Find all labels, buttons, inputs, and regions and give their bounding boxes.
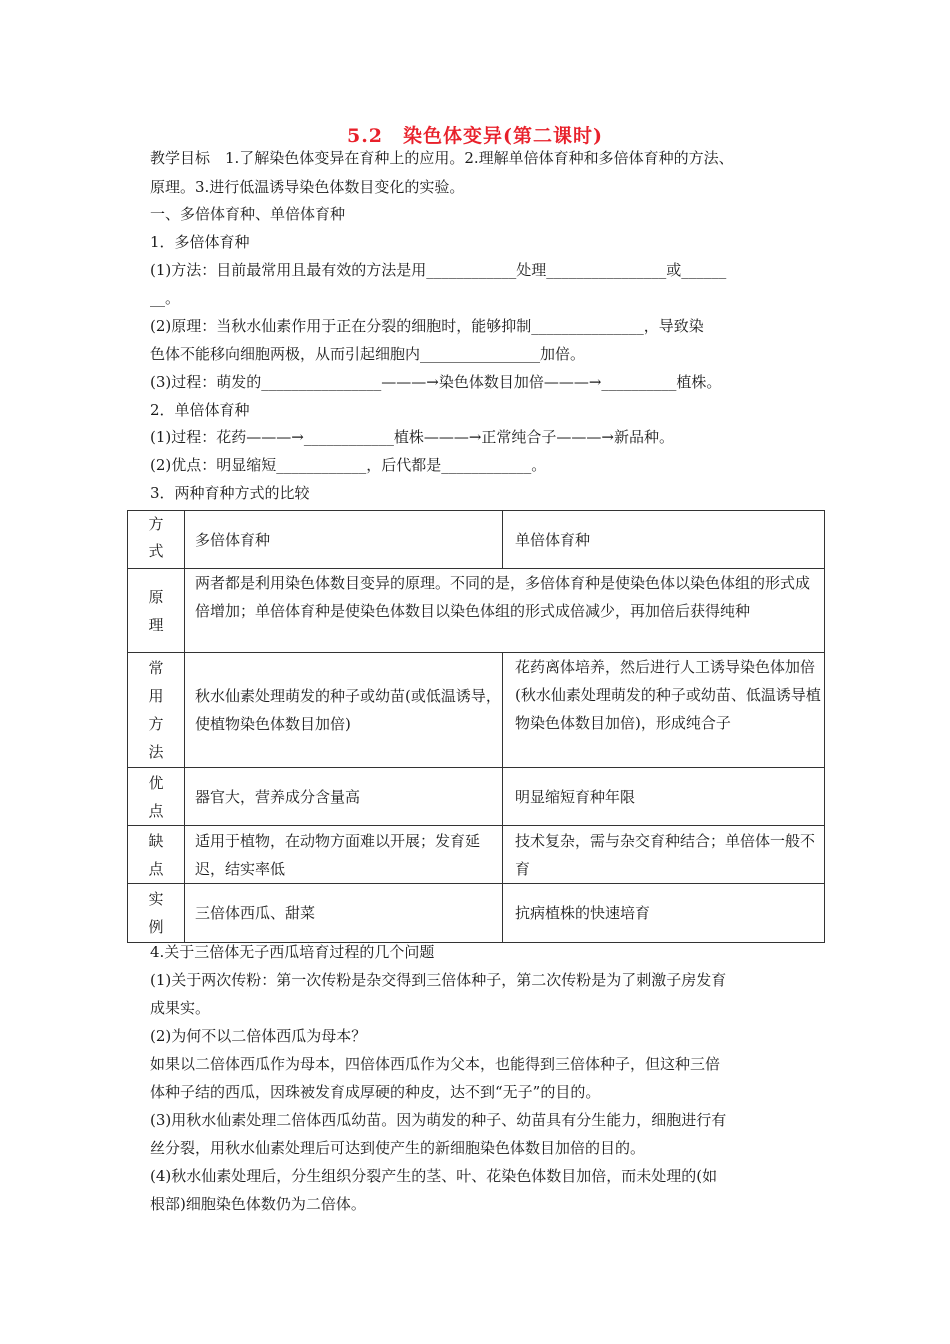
section4-para2: (2)为何不以二倍体西瓜为母本？ xyxy=(150,1027,367,1045)
polyploid-advantage-cell: 器官大，营养成分含量高 xyxy=(185,768,503,826)
section4-heading: 4.关于三倍体无子西瓜培育过程的几个问题 xyxy=(150,943,435,961)
section4-para3-line2: 体种子结的西瓜，因珠被发育成厚硬的种皮，达不到“无子”的目的。 xyxy=(150,1083,601,1101)
row-label-common-method: 常 用 方 法 xyxy=(128,653,185,768)
objectives-line-1: 教学目标 1.了解染色体变异在育种上的应用。2.理解单倍体育种和多倍体育种的方法、 xyxy=(150,149,734,167)
section4-para5-line2: 根部)细胞染色体数仍为二倍体。 xyxy=(150,1195,366,1213)
subheading-polyploid: 1．多倍体育种 xyxy=(150,233,250,251)
row-label-advantage: 优 点 xyxy=(128,768,185,826)
principle-merged-cell: 两者都是利用染色体数目变异的原理。不同的是，多倍体育种是使染色体以染色体组的形式成倍增加；单倍体育种是使染色体数目以染色体组的形式成倍减少，再加倍后获得纯种 xyxy=(185,569,825,653)
haploid-example-cell: 抗病植株的快速培育 xyxy=(503,884,825,943)
table-row xyxy=(128,768,825,826)
method-line-2: __。 xyxy=(150,289,181,307)
header-cell-method: 方 式 xyxy=(128,511,185,569)
comparison-table xyxy=(127,510,825,943)
section4-para4-line1: (3)用秋水仙素处理二倍体西瓜幼苗。因为萌发的种子、幼苗具有分生能力，细胞进行有 xyxy=(150,1111,727,1129)
method-line-1: (1)方法：目前最常用且最有效的方法是用____________处理________________或______ xyxy=(150,261,727,279)
haploid-process-line: (1)过程：花药———→____________植株———→正常纯合子———→新品种。 xyxy=(150,428,674,446)
header-cell-polyploid: 多倍体育种 xyxy=(185,511,503,569)
haploid-method-cell: 花药离体培养，然后进行人工诱导染色体加倍(秋水仙素处理萌发的种子或幼苗、低温诱导植物染色体数目加倍)，形成纯合子 xyxy=(503,653,825,768)
principle-line-2: 色体不能移向细胞两极，从而引起细胞内________________加倍。 xyxy=(150,345,586,363)
section4-para1-line1: (1)关于两次传粉：第一次传粉是杂交得到三倍体种子，第二次传粉是为了刺激子房发育 xyxy=(150,971,727,989)
polyploid-example-cell: 三倍体西瓜、甜菜 xyxy=(185,884,503,943)
row-label-example: 实 例 xyxy=(128,884,185,943)
section-heading: 一、多倍体育种、单倍体育种 xyxy=(150,205,346,223)
polyploid-method-cell: 秋水仙素处理萌发的种子或幼苗(或低温诱导，使植物染色体数目加倍) xyxy=(185,653,503,768)
section4-para3-line1: 如果以二倍体西瓜作为母本，四倍体西瓜作为父本，也能得到三倍体种子，但这种三倍 xyxy=(150,1055,721,1073)
table-row xyxy=(128,653,825,768)
haploid-disadvantage-cell: 技术复杂，需与杂交育种结合；单倍体一般不育 xyxy=(503,826,825,884)
objectives-line-2: 原理。3.进行低温诱导染色体数目变化的实验。 xyxy=(150,178,465,196)
row-label-principle: 原 理 xyxy=(128,569,185,653)
page-title: 5.2 染色体变异(第二课时) xyxy=(346,125,604,147)
section4-para1-line2: 成果实。 xyxy=(150,999,211,1017)
row-label-disadvantage: 缺 点 xyxy=(128,826,185,884)
table-row xyxy=(128,569,825,653)
process-line: (3)过程：萌发的________________———→染色体数目加倍———→__________植株。 xyxy=(150,373,722,391)
header-cell-haploid: 单倍体育种 xyxy=(503,511,825,569)
polyploid-disadvantage-cell: 适用于植物，在动物方面难以开展；发育延迟，结实率低 xyxy=(185,826,503,884)
subheading-haploid: 2．单倍体育种 xyxy=(150,401,250,419)
principle-line-1: (2)原理：当秋水仙素作用于正在分裂的细胞时，能够抑制_______________，导致染 xyxy=(150,317,704,335)
section4-para4-line2: 丝分裂，用秋水仙素处理后可达到使产生的新细胞染色体数目加倍的目的。 xyxy=(150,1139,646,1157)
haploid-advantage-line: (2)优点：明显缩短____________，后代都是____________。 xyxy=(150,456,547,474)
section4-para5-line1: (4)秋水仙素处理后，分生组织分裂产生的茎、叶、花染色体数目加倍，而未处理的(如 xyxy=(150,1167,718,1185)
table-row xyxy=(128,826,825,884)
haploid-advantage-cell: 明显缩短育种年限 xyxy=(503,768,825,826)
table-header-row xyxy=(128,511,825,569)
table-row xyxy=(128,884,825,943)
comparison-heading: 3．两种育种方式的比较 xyxy=(150,484,310,502)
